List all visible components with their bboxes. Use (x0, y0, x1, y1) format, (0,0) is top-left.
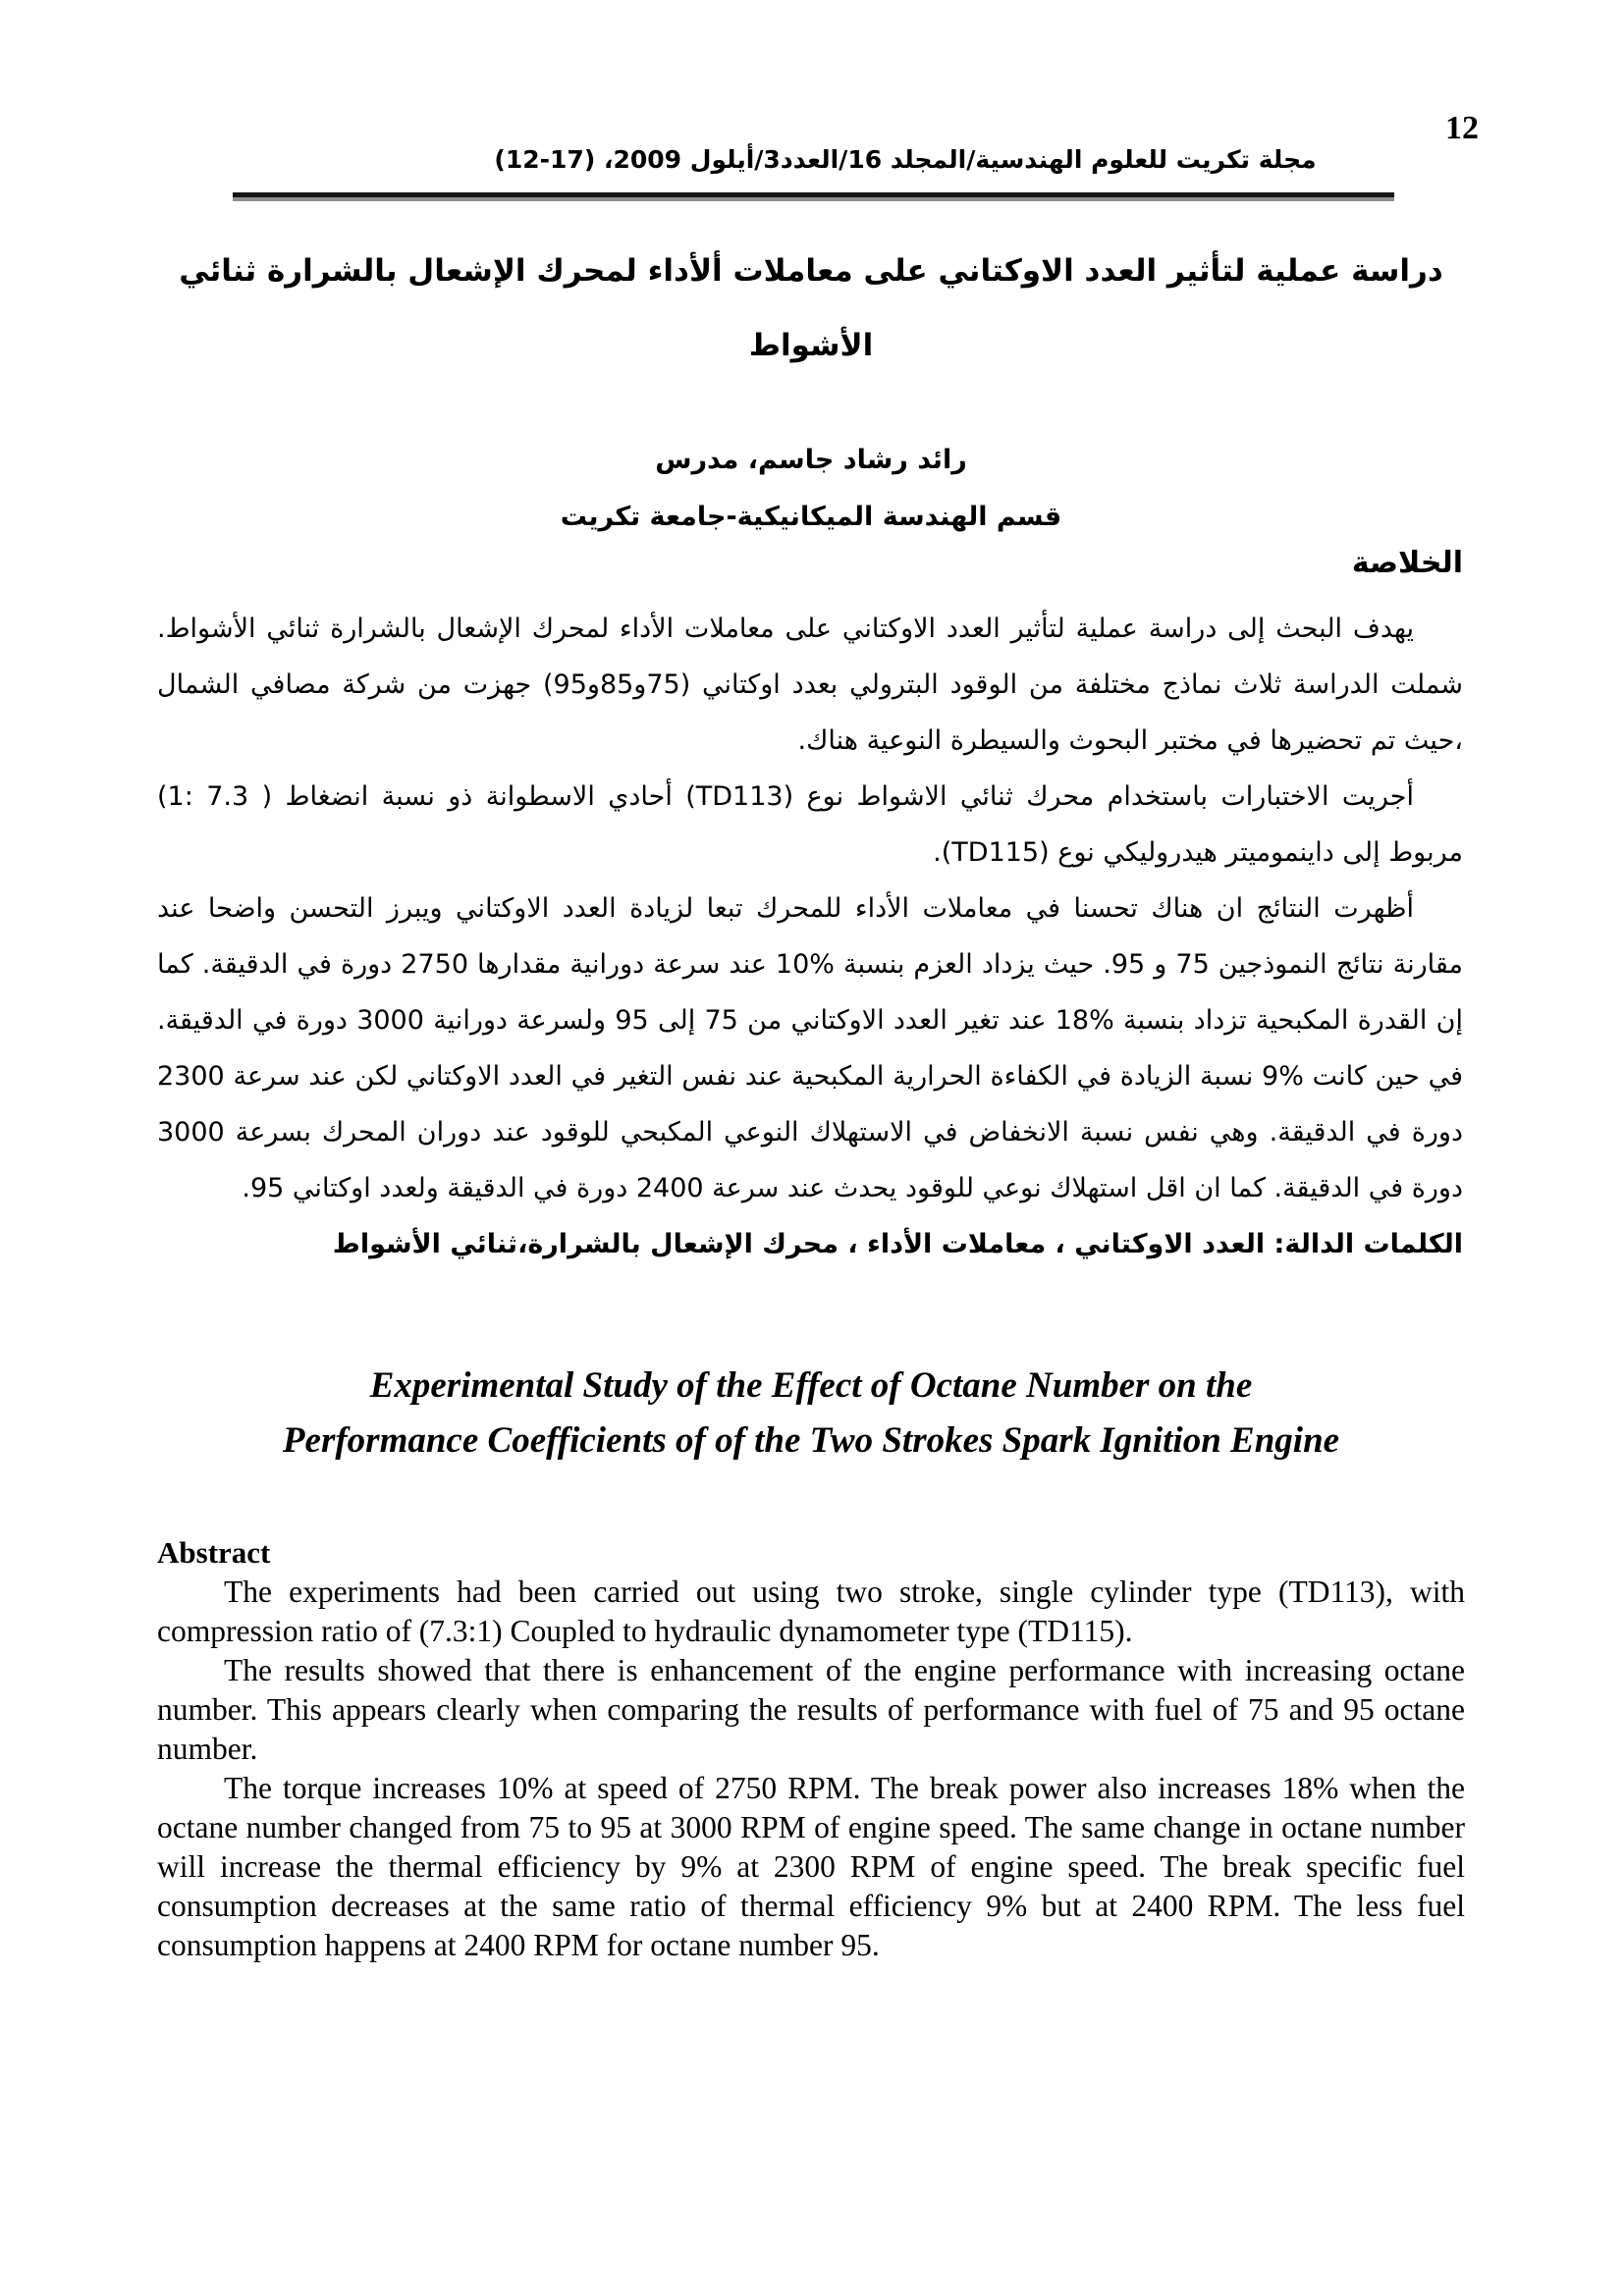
arabic-paragraph: يهدف البحث إلى دراسة عملية لتأثير العدد الاوكتاني على معاملات الأداء لمحرك الإشعال بالشرارة ثنائي الأشواط. شملت الدراسة ثلاث نماذج مختلفة من الوقود البترولي بعدد اوكتاني (75و85و95) جهزت من شركة مصافي الشمال ،حيث تم تحضيرها في مختبر البحوث والسيطرة النوعية هناك. (157, 614, 1463, 756)
arabic-paragraph: أجريت الاختبارات باستخدام محرك ثنائي الاشواط نوع (TD113) أحادي الاسطوانة ذو نسبة انضغاط ( 7.3 :1) مربوط إلى داينموميتر هيدروليكي نوع (TD115). (157, 781, 1463, 868)
english-paragraph: The results showed that there is enhancement of the engine performance with increasing octane number. This appears clearly when comparing the results of performance with fuel of 75 and 95 octane number. (157, 1653, 1465, 1766)
english-abstract-body (157, 1573, 1465, 1965)
english-paragraph: The torque increases 10% at speed of 2750 RPM. The break power also increases 18% when the octane number changed from 75 to 95 at 3000 RPM of engine speed. The same change in octane number will increase the thermal efficiency by 9% at 2300 RPM of engine speed. The break specific fuel consumption decreases at the same ratio of thermal efficiency 9% but at 2400 RPM. The less fuel consumption happens at 2400 RPM for octane number 95. (157, 1771, 1465, 1962)
arabic-abstract-body (157, 601, 1463, 1272)
arabic-title-line-1: دراسة عملية لتأثير العدد الاوكتاني على معاملات ألأداء لمحرك الإشعال بالشرارة ثنائي (179, 253, 1443, 289)
author-block (157, 432, 1465, 546)
english-title-line-1: Experimental Study of the Effect of Octane Number on the (369, 1365, 1253, 1406)
author-name: رائد رشاد جاسم، مدرس (655, 445, 967, 475)
journal-header-line: مجلة تكريت للعلوم الهندسية/المجلد 16/العدد3/أيلول 2009، (17-12) (494, 145, 1317, 174)
arabic-abstract-heading: الخلاصة (1351, 546, 1463, 580)
page-number: 12 (1445, 110, 1479, 146)
arabic-paragraph: أظهرت النتائج ان هناك تحسنا في معاملات الأداء للمحرك تبعا لزيادة العدد الاوكتاني ويبرز التحسن واضحا عند مقارنة نتائج النموذجين 75 و 95. حيث يزداد العزم بنسبة %10 عند سرعة دورانية مقدارها 2750 دورة في الدقيقة. كما إن القدرة المكبحية تزداد بنسبة %18 عند تغير العدد الاوكتاني من 75 إلى 95 ولسرعة دورانية 3000 دورة في الدقيقة. في حين كانت %9 نسبة الزيادة في الكفاءة الحرارية المكبحية عند نفس التغير في العدد الاوكتاني لكن عند سرعة 2300 دورة في الدقيقة. وهي نفس نسبة الانخفاض في الاستهلاك النوعي المكبحي للوقود عند دوران المحرك بسرعة 3000 دورة في الدقيقة. كما ان اقل استهلاك نوعي للوقود يحدث عند سرعة 2400 دورة في الدقيقة ولعدد اوكتاني 95. (157, 893, 1464, 1203)
author-affiliation: قسم الهندسة الميكانيكية-جامعة تكريت (560, 502, 1062, 532)
english-title-line-2: Performance Coefficients of of the Two Strokes Spark Ignition Engine (282, 1420, 1340, 1461)
arabic-keywords-line: الكلمات الدالة: العدد الاوكتاني ، معاملات الأداء ، محرك الإشعال بالشرارة،ثنائي الأشواط (332, 1229, 1463, 1259)
header-divider-rule (233, 192, 1394, 201)
arabic-title-line-2: الأشواط (748, 328, 874, 363)
arabic-article-title (157, 234, 1465, 383)
english-paragraph: The experiments had been carried out using two stroke, single cylinder type (TD113), with compression ratio of (7.3:1) Coupled to hydraulic dynamometer type (TD115). (157, 1575, 1465, 1648)
english-article-title (157, 1359, 1465, 1468)
english-abstract-heading: Abstract (157, 1535, 271, 1570)
english-section (157, 1359, 1465, 1965)
